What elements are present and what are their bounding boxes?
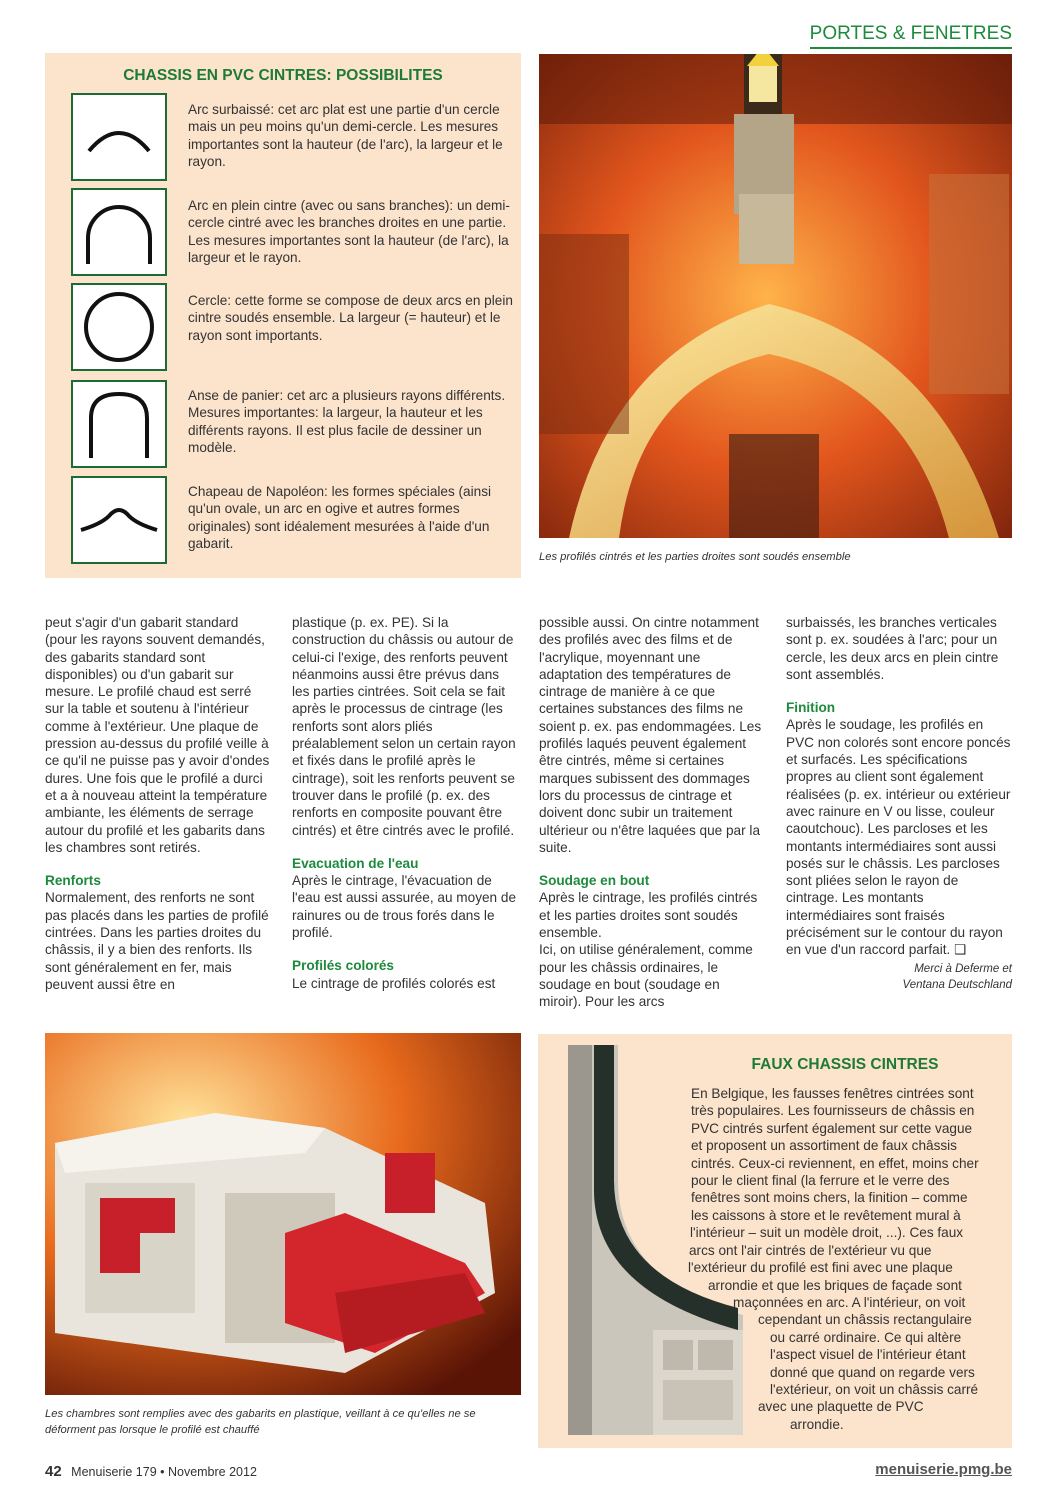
column-2 — [292, 614, 518, 992]
welding-machine-photo — [539, 54, 1012, 538]
faux-line: ou carré ordinaire. Ce qui altère — [770, 1330, 962, 1345]
column-3-paragraph: possible aussi. On cintre notamment des profilés avec des films et de l'acrylique, moyennant une adaptation des températures de cintrage de manière à ce que certaines substances des films ne soient p. ex. pas endommagées. Les profilés laqués peuvent également être cintrés, même si certaines marques subissent des dommages lors du processus de cintrage et doivent donc subir un traitement ultérieur ou n'être laquées que par la suite. — [539, 615, 762, 855]
faux-line: PVC cintrés surfent également sur cette vague — [691, 1121, 973, 1136]
welding-paragraph-2: Ici, on utilise généralement, comme pour les châssis ordinaires, le soudage en bout (soudage en miroir). Pour les arcs — [539, 942, 753, 1010]
profiles-colored-heading: Profilés colorés — [292, 958, 394, 974]
faux-line: et proposent un assortiment de faux châssis — [691, 1138, 957, 1153]
faux-line: l'intérieur – suit un modèle droit, ...). Ces faux — [690, 1225, 964, 1240]
faux-line: cependant un châssis rectangulaire — [758, 1312, 972, 1327]
page-footer — [45, 1463, 257, 1480]
faux-line: maçonnées en arc. A l'intérieur, on voit — [733, 1295, 966, 1310]
issue-info: Menuiserie 179 • Novembre 2012 — [71, 1465, 257, 1479]
faux-line: arrondie. — [790, 1417, 844, 1432]
faux-line: avec une plaquette de PVC — [758, 1399, 924, 1414]
renforts-paragraph: Normalement, des renforts ne sont pas placés dans les parties de profilé cintrées. Dans les parties droites du châssis, il y a bien des renforts. Ils sont généralement en fer, mais peuvent aussi être en — [45, 890, 269, 992]
welding-paragraph: Après le cintrage, les profilés cintrés et les parties droites sont soudés ensemble. — [539, 890, 758, 941]
site-link[interactable]: menuiserie.pmg.be — [875, 1461, 1012, 1478]
flat-arc-icon — [71, 93, 167, 181]
faux-line: les caissons à store et le revêtement mural à — [691, 1208, 961, 1223]
credits: Merci à Deferme et Ventana Deutschland — [902, 962, 1012, 991]
basket-arch-text: Anse de panier: cet arc a plusieurs rayons différents. Mesures importantes: la largeur, la hauteur et les différents rayons. Il est plus facile de dessiner un modèle. — [188, 388, 506, 455]
faux-line: donné que quand on regarde vers — [770, 1365, 975, 1380]
faux-line: très populaires. Les fournisseurs de châssis en — [691, 1103, 975, 1118]
faux-line: cintrés. Ceux-ci reviennent, en effet, moins cher — [691, 1156, 979, 1171]
circle-text: Cercle: cette forme se compose de deux arcs en plein cintre soudés ensemble. La largeur (= hauteur) et le rayon sont importants. — [188, 293, 513, 343]
column-4-paragraph: surbaissés, les branches verticales sont p. ex. soudées à l'arc; pour un cercle, les deux arcs en plein cintre sont assemblés. — [786, 615, 999, 682]
profiles-colored-paragraph: Le cintrage de profilés colorés est — [292, 975, 496, 991]
napoleon-hat-icon — [71, 476, 167, 564]
faux-chassis-box — [538, 1034, 1012, 1448]
section-header: PORTES & FENETRES — [810, 22, 1012, 49]
faux-title: FAUX CHASSIS CINTRES — [751, 1056, 939, 1073]
circle-icon — [71, 283, 167, 371]
renforts-heading: Renforts — [45, 873, 101, 889]
faux-line: l'extérieur, on voit un châssis carré — [770, 1382, 979, 1397]
faux-line: l'extérieur du profilé est fini avec une plaque — [688, 1260, 953, 1275]
basket-arch-icon — [71, 380, 167, 468]
faux-line: l'aspect visuel de l'intérieur étant — [770, 1347, 966, 1362]
faux-line: pour le client final (la ferrure et le verre des — [691, 1173, 950, 1188]
welding-heading: Soudage en bout — [539, 873, 650, 889]
faux-line: En Belgique, les fausses fenêtres cintrées sont — [691, 1086, 974, 1101]
panel-title: CHASSIS EN PVC CINTRES: POSSIBILITES — [123, 67, 443, 84]
column-1-paragraph: peut s'agir d'un gabarit standard (pour les rayons souvent demandés, des gabarits standard sont disponibles) ou d'un gabarit sur mesure. Le profilé chaud est serré sur la table et soutenu à l'intérieur comme à l'extérieur. Une plaque de pression au-dessus du profilé veille à ce qu'il ne puisse pas y avoir d'ondes dures. Une fois que le profilé a durci et a à nouveau atteint la température ambiante, les éléments de serrage autour du profilé et les gabarits dans les chambres sont retirés. — [45, 615, 270, 855]
profile-section-photo — [45, 1033, 521, 1395]
faux-line: arcs ont l'air cintrés de l'extérieur vu que — [689, 1243, 932, 1258]
column-4 — [786, 614, 1012, 993]
napoleon-hat-text: Chapeau de Napoléon: les formes spéciales (ainsi qu'un ovale, un arc en ogive et autres formes originales) sont idéalement mesurées à l'aide d'un gabarit. — [188, 484, 492, 551]
page-number: 42 — [45, 1463, 62, 1480]
faux-line: arrondie et que les briques de façade sont — [708, 1278, 962, 1293]
photo1-caption: Les profilés cintrés et les parties droites sont soudés ensemble — [539, 551, 851, 563]
flat-arc-text: Arc surbaissé: cet arc plat est une partie d'un cercle mais un peu moins qu'un demi-cercle. Les mesures importantes sont la hauteur (de l'arc), la largeur et le rayon. — [188, 102, 503, 169]
round-arch-icon — [71, 188, 167, 276]
evacuation-heading: Evacuation de l'eau — [292, 855, 419, 871]
photo2-caption: Les chambres sont remplies avec des gabarits en plastique, veillant à ce qu'elles ne se déforment pas lorsque le profilé est chauffé — [45, 1408, 476, 1436]
column-1 — [45, 614, 271, 993]
column-2-paragraph: plastique (p. ex. PE). Si la construction du châssis ou autour de celui-ci l'exige, des renforts peuvent néanmoins aussi être prévus dans les parties cintrées. Soit cela se fait après le processus de cintrage (les renforts sont alors pliés préalablement selon un certain rayon et fixés dans le profilé après le cintrage), soit les renforts peuvent se trouver dans le profilé (p. ex. des renforts en composite pouvant être cintrés) et être cintrés avec le profilé. — [292, 615, 516, 838]
faux-line: fenêtres sont moins chers, la finition – comme — [691, 1190, 968, 1205]
column-3 — [539, 614, 765, 1011]
evacuation-paragraph: Après le cintrage, l'évacuation de l'eau est aussi assurée, au moyen de rainures ou de trous forés dans le profilé. — [292, 873, 517, 941]
possibilities-panel — [45, 53, 521, 578]
finishing-heading: Finition — [786, 700, 836, 716]
round-arch-text: Arc en plein cintre (avec ou sans branches): un demi-cercle cintré avec les branches droites en une partie. Les mesures importantes sont la hauteur (de l'arc), la largeur et le rayon. — [188, 198, 510, 265]
end-mark-icon: ❑ — [954, 942, 967, 958]
finishing-paragraph: Après le soudage, les profilés en PVC non colorés sont encore poncés et surfacés. Les spécifications propres au client sont également réalisées (p. ex. intérieur ou extérieur avec rainure en V ou lisse, couleur caoutchouc). Les parcloses et les montants intermédiaires sont aussi posés sur le châssis. Les parcloses sont pliées selon le rayon de cintrage. Les montants intermédiaires sont fraisés précisément sur le contour du rayon en vue d'un raccord parfait. ❑ — [786, 717, 1011, 958]
